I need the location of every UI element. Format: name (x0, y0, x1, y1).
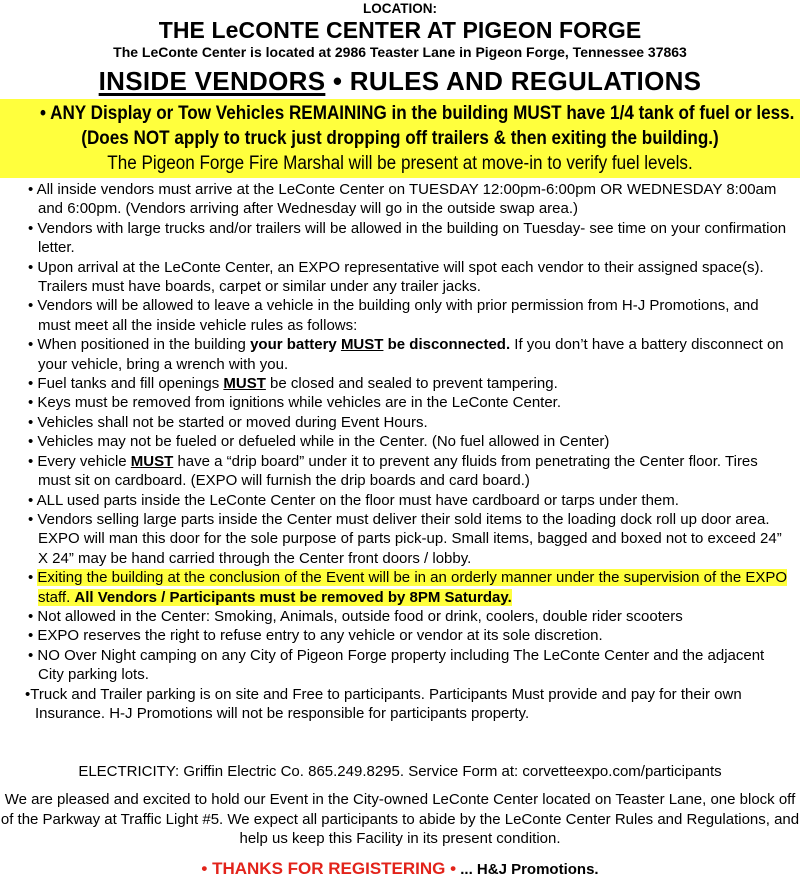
rule-arrival-times: • All inside vendors must arrive at the LeConte Center on TUESDAY 12:00pm-6:00pm OR WEDNESDAY 8:00am and 6:00pm. (Vendors arriving after Wednesday will go in the outside swap area.) (28, 181, 777, 218)
rule-keys: • Keys must be removed from ignitions while vehicles are in the LeConte Center. (28, 394, 562, 412)
rule-battery: • When positioned in the building your battery MUST be disconnected. If you don’t have a battery disconnect on your vehicle, bring a wrench with you. (28, 336, 784, 373)
rule-drip-board: • Every vehicle MUST have a “drip board” under it to prevent any fluids from penetrating the Center floor. Tires must sit on cardboard. (EXPO will furnish the drip boards and card board.) (28, 452, 758, 490)
fuel-notice-line-3: The Pigeon Forge Fire Marshal will be present at move-in to verify fuel levels. (107, 153, 693, 174)
rule-used-parts: • ALL used parts inside the LeConte Center on the floor must have cardboard or tarps under them. (28, 491, 679, 509)
thanks-message: • THANKS FOR REGISTERING • (201, 859, 457, 878)
fuel-notice-banner (0, 99, 800, 178)
signoff: ... H&J Promotions. (456, 861, 599, 878)
footer (0, 859, 800, 880)
rules-list (25, 180, 788, 723)
rule-large-parts: • Vendors selling large parts inside the Center must deliver their sold items to the loading dock roll up door area. EXPO will man this door for the sole purpose of parts pick-up. Small items, bagged and boxed not to exceed 24” X 24” may be hand carried through the Center front doors / lobby. (28, 510, 782, 567)
rule-no-camping: • NO Over Night camping on any City of Pigeon Forge property including The LeConte Center and the adjacent City parking lots. (28, 646, 765, 684)
rule-exiting: • Exiting the building at the conclusion of the Event will be in an orderly manner under the supervision of the EXPO staff. All Vendors / Participants must be removed by 8PM Saturday. (28, 569, 788, 606)
fuel-notice-line-2: (Does NOT apply to truck just dropping off trailers & then exiting the building.) (81, 128, 719, 149)
rule-large-trucks: • Vendors with large trucks and/or trailers will be allowed in the building on Tuesday- see time on your confirmation letter. (28, 219, 787, 257)
heading-rules: RULES AND REGULATIONS (349, 66, 702, 96)
rule-parking-insurance: •Truck and Trailer parking is on site and Free to participants. Participants Must provide and pay for their own Insurance. H-J Promotions will not be responsible for participants property. (25, 685, 742, 722)
venue-title: THE LeCONTE CENTER AT PIGEON FORGE (158, 17, 642, 43)
rule-vehicle-permission: • Vendors will be allowed to leave a vehicle in the building only with prior permission from H-J Promotions, and must meet all the inside vehicle rules as follows: (28, 297, 759, 334)
rule-no-start: • Vehicles shall not be started or moved during Event Hours. (28, 413, 428, 431)
venue-address: The LeConte Center is located at 2986 Teaster Lane in Pigeon Forge, Tennessee 37863 (113, 44, 687, 60)
fuel-notice-line-1: • ANY Display or Tow Vehicles REMAINING in the building MUST have 1/4 tank of fuel or less. (40, 103, 795, 124)
rule-fuel-tanks: • Fuel tanks and fill openings MUST be closed and sealed to prevent tampering. (28, 375, 558, 393)
rule-not-allowed: • Not allowed in the Center: Smoking, Animals, outside food or drink, coolers, double rider scooters (28, 607, 683, 625)
location-label: LOCATION: (363, 1, 437, 16)
heading-separator: • (325, 66, 350, 96)
rule-space-assignment: • Upon arrival at the LeConte Center, an EXPO representative will spot each vendor to their assigned space(s). Trailers must have boards, carpet or similar under any trailer jacks. (28, 258, 764, 296)
rule-no-fueling: • Vehicles may not be fueled or defueled while in the Center. (No fuel allowed in Center) (28, 433, 610, 451)
heading-inside-vendors: INSIDE VENDORS (98, 66, 326, 96)
removal-deadline: All Vendors / Participants must be removed by 8PM Saturday. (74, 588, 512, 606)
rule-refuse-entry: • EXPO reserves the right to refuse entry to any vehicle or vendor at its sole discretion. (28, 627, 603, 645)
electricity-info: ELECTRICITY: Griffin Electric Co. 865.249.8295. Service Form at: corvetteexpo.com/participants (78, 763, 722, 780)
rules-heading (0, 65, 800, 97)
welcome-paragraph: We are pleased and excited to hold our Event in the City-owned LeConte Center located on Teaster Lane, one block off of the Parkway at Traffic Light #5. We expect all participants to abide by the LeConte Center Rules and Regulations, and help us keep this Facility in its present condition. (0, 791, 800, 847)
